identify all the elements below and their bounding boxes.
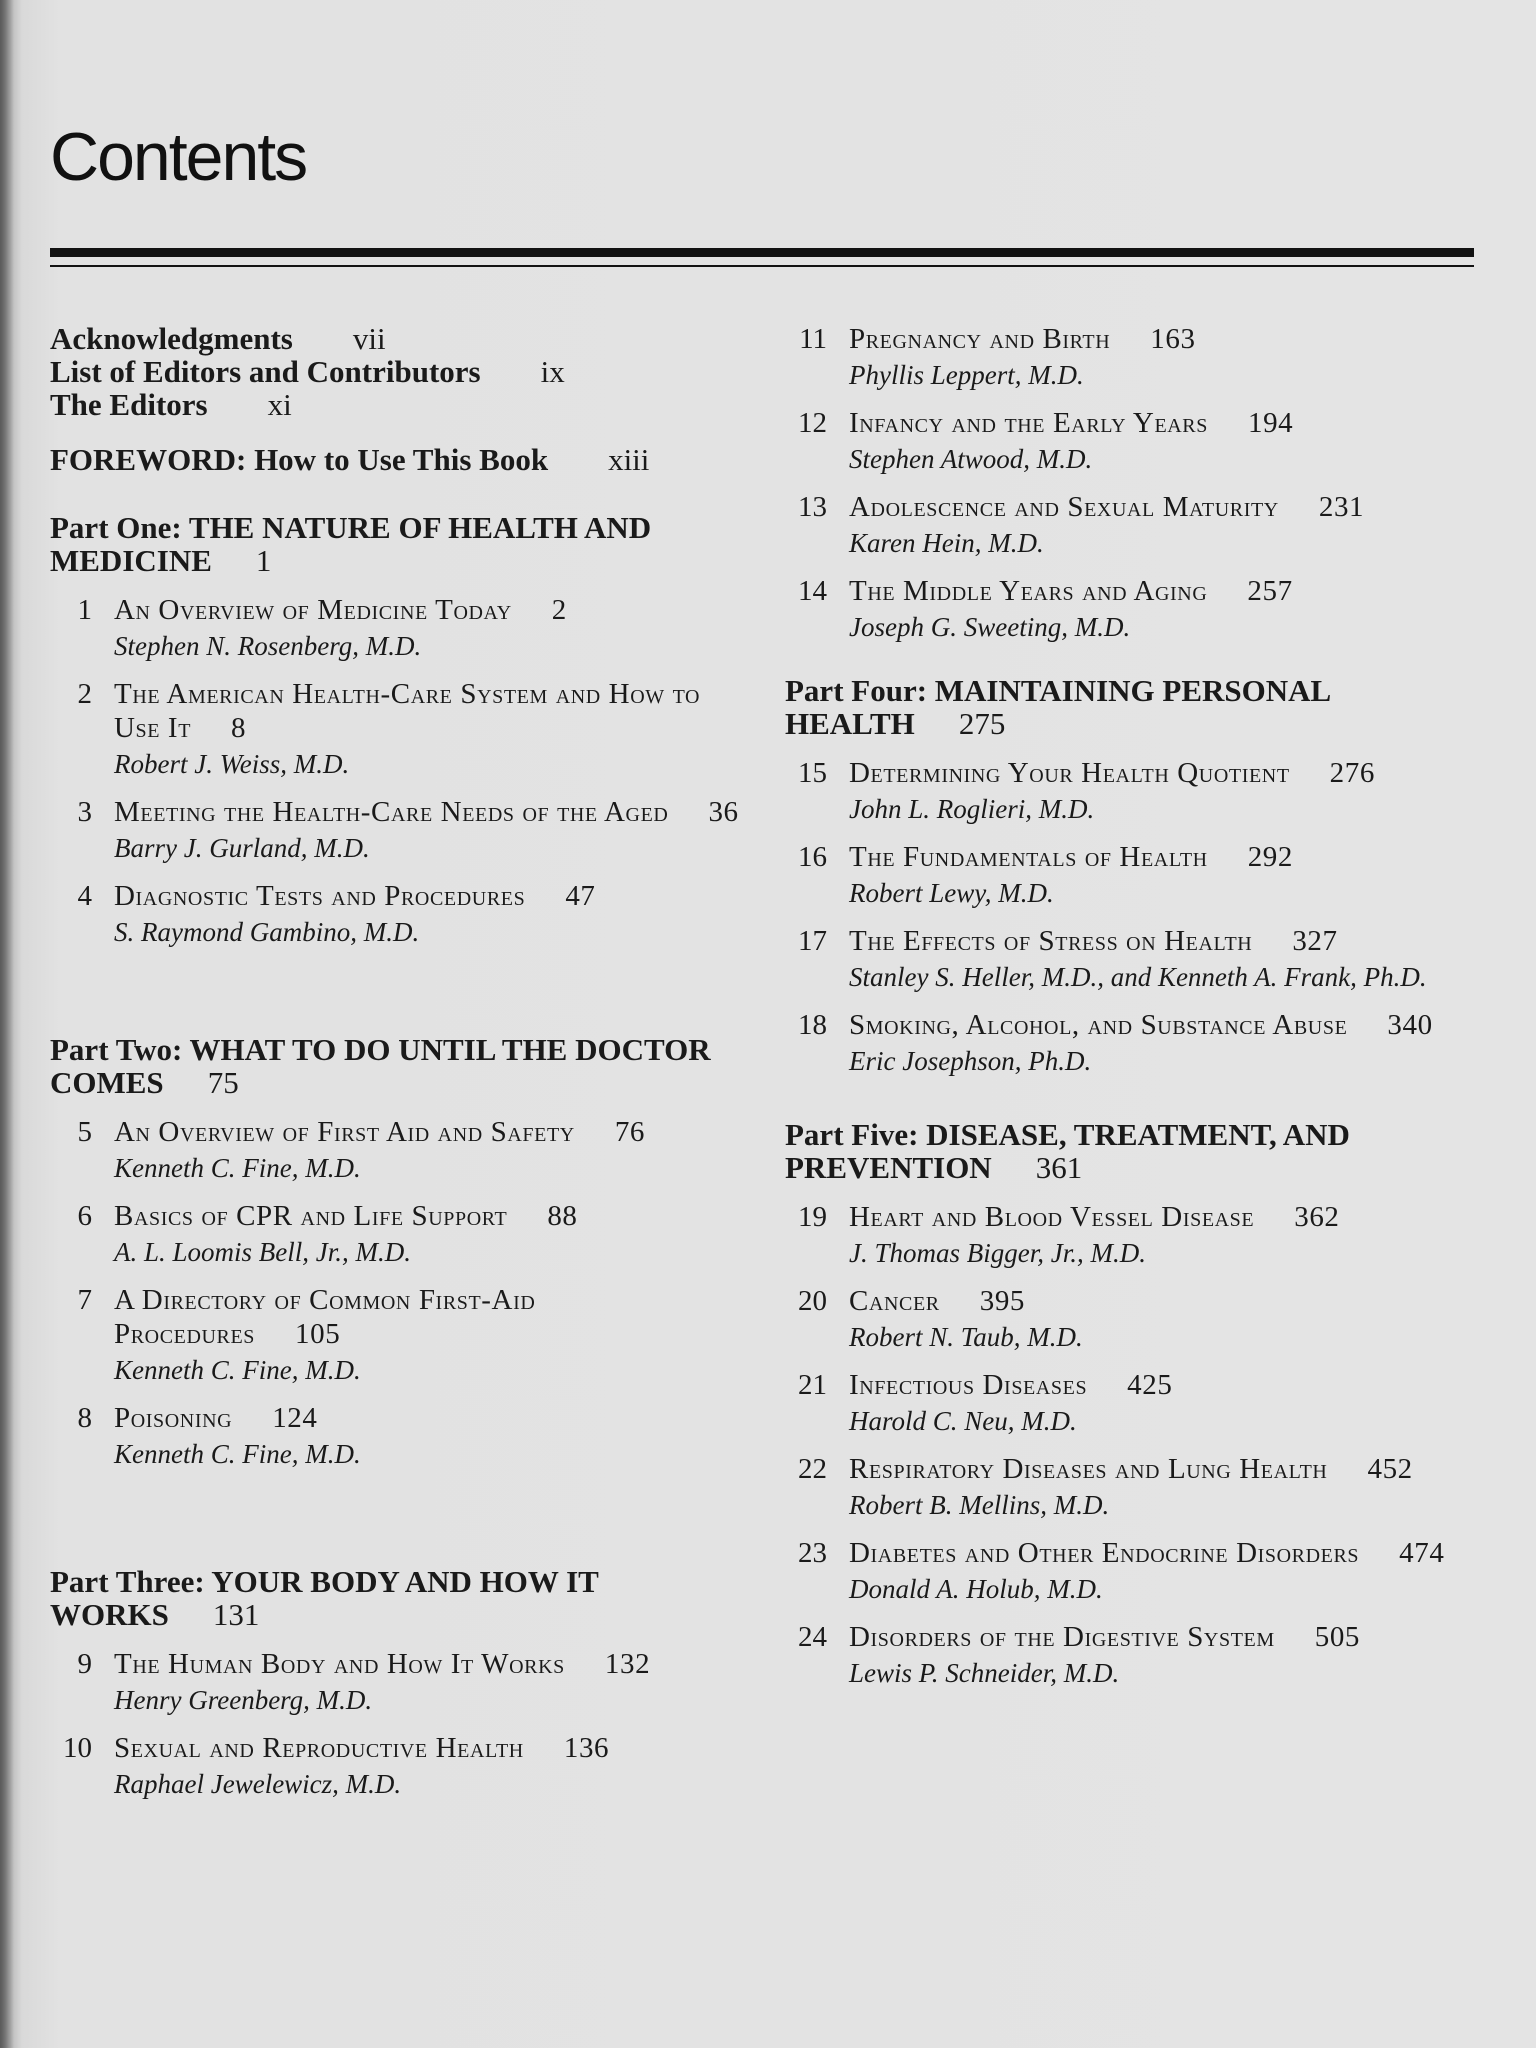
chapter-entry: 9 The Human Body and How It Works 132 Henry Greenberg, M.D. xyxy=(77,1648,651,1715)
chapter-entry: 24 Disorders of the Digestive System 505 Lewis P. Schneider, M.D. xyxy=(798,1621,1361,1688)
header-rule-thin xyxy=(50,265,1474,267)
chapter-entry: 17 The Effects of Stress on Health 327 Stanley S. Heller, M.D., and Kenneth A. Frank, Ph.D. xyxy=(798,925,1427,992)
page-gutter-shadow xyxy=(0,0,14,2048)
chapter-entry: 12 Infancy and the Early Years 194 Stephen Atwood, M.D. xyxy=(798,407,1294,474)
chapter-entry: 3 Meeting the Health-Care Needs of the Aged 36 Barry J. Gurland, M.D. xyxy=(77,796,739,863)
chapter-entry: 21 Infectious Diseases 425 Harold C. Neu, M.D. xyxy=(798,1369,1173,1436)
chapter-entry: 1 An Overview of Medicine Today 2 Stephen N. Rosenberg, M.D. xyxy=(77,594,567,661)
chapter-entry: 11 Pregnancy and Birth 163 Phyllis Leppert, M.D. xyxy=(799,323,1196,390)
chapter-entry: 15 Determining Your Health Quotient 276 John L. Roglieri, M.D. xyxy=(798,757,1375,824)
foreword-entry: FOREWORD: How to Use This Book xiii xyxy=(50,442,650,477)
chapter-entry: 23 Diabetes and Other Endocrine Disorders 474 Donald A. Holub, M.D. xyxy=(798,1537,1445,1604)
header-rule-thick xyxy=(50,248,1474,257)
chapter-entry: 20 Cancer 395 Robert N. Taub, M.D. xyxy=(798,1285,1083,1352)
part-heading: Part Three: YOUR BODY AND HOW IT WORKS 131 xyxy=(50,1564,599,1632)
chapter-entry: 7 A Directory of Common First-Aid Procedures 105 Kenneth C. Fine, M.D. xyxy=(77,1284,536,1385)
toc-right-column xyxy=(785,322,1485,1692)
page-title: Contents xyxy=(50,119,307,195)
front-matter-the-editors: The Editors xi xyxy=(50,387,292,422)
chapter-entry: 6 Basics of CPR and Life Support 88 A. L. Loomis Bell, Jr., M.D. xyxy=(77,1200,578,1267)
chapter-entry: 5 An Overview of First Aid and Safety 76 Kenneth C. Fine, M.D. xyxy=(77,1116,646,1183)
part-heading: Part Five: DISEASE, TREATMENT, AND PREVENTION 361 xyxy=(785,1117,1350,1185)
part-heading: Part One: THE NATURE OF HEALTH AND MEDICINE 1 xyxy=(50,510,652,578)
chapter-entry: 4 Diagnostic Tests and Procedures 47 S. Raymond Gambino, M.D. xyxy=(77,880,596,947)
chapter-entry: 18 Smoking, Alcohol, and Substance Abuse 340 Eric Josephson, Ph.D. xyxy=(798,1009,1433,1076)
front-matter-editors-contributors: List of Editors and Contributors ix xyxy=(50,354,565,389)
chapter-entry: 8 Poisoning 124 Kenneth C. Fine, M.D. xyxy=(77,1402,361,1469)
chapter-entry: 2 The American Health-Care System and How to Use It 8 Robert J. Weiss, M.D. xyxy=(77,678,701,779)
chapter-entry: 16 The Fundamentals of Health 292 Robert Lewy, M.D. xyxy=(798,841,1293,908)
part-heading: Part Four: MAINTAINING PERSONAL HEALTH 275 xyxy=(785,673,1330,741)
front-matter-acknowledgments: Acknowledgments vii xyxy=(50,321,386,356)
part-heading: Part Two: WHAT TO DO UNTIL THE DOCTOR COMES 75 xyxy=(50,1032,711,1100)
chapter-entry: 19 Heart and Blood Vessel Disease 362 J. Thomas Bigger, Jr., M.D. xyxy=(798,1201,1340,1268)
chapter-entry: 22 Respiratory Diseases and Lung Health 452 Robert B. Mellins, M.D. xyxy=(798,1453,1413,1520)
chapter-entry: 14 The Middle Years and Aging 257 Joseph G. Sweeting, M.D. xyxy=(798,575,1293,642)
chapter-entry: 13 Adolescence and Sexual Maturity 231 Karen Hein, M.D. xyxy=(798,491,1365,558)
toc-left-column xyxy=(50,322,740,1803)
chapter-entry: 10 Sexual and Reproductive Health 136 Raphael Jewelewicz, M.D. xyxy=(63,1732,610,1799)
